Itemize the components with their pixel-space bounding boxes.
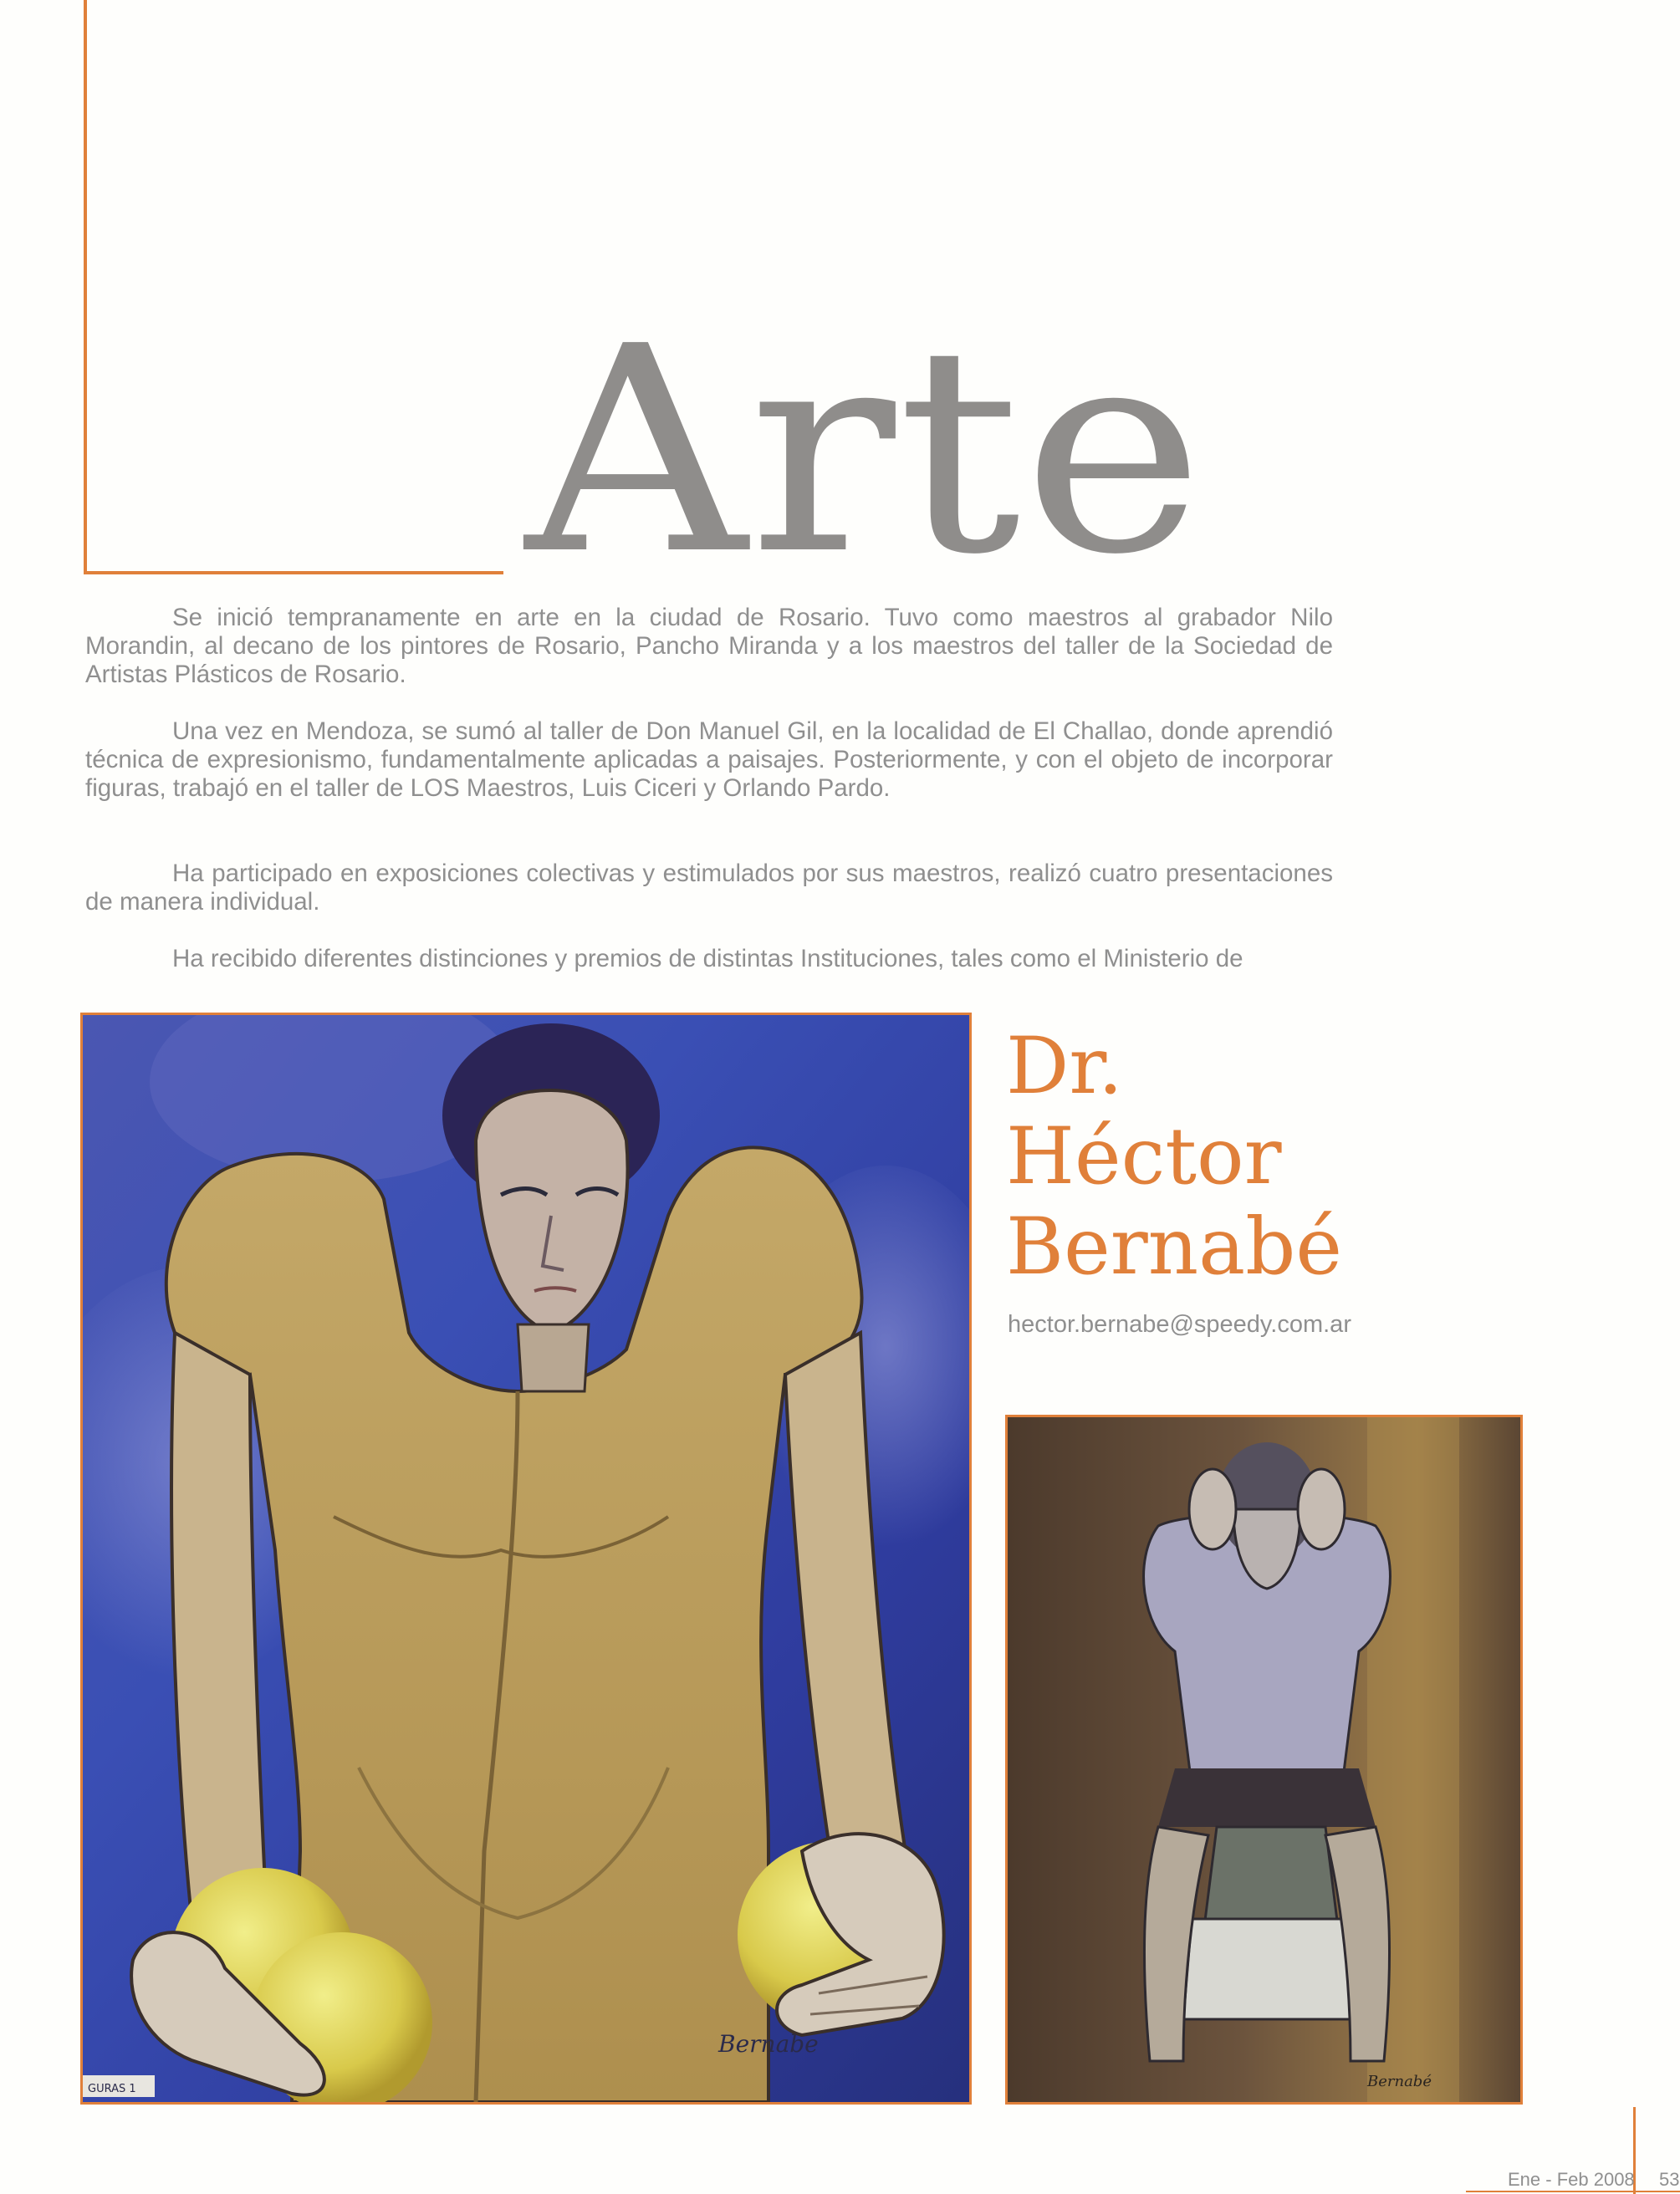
footer-issue-date: Ene - Feb 2008	[1508, 2169, 1635, 2190]
painting-label-left: GURAS 1	[88, 2083, 136, 2095]
footer-horizontal-rule	[1466, 2191, 1680, 2192]
author-last-name: Bernabé	[1006, 1202, 1343, 1293]
painting-figure-with-fruit	[80, 1013, 972, 2105]
paragraph-4: Ha recibido diferentes distinciones y premios de distintas Instituciones, tales como el Ministerio de	[172, 945, 1243, 972]
author-title: Dr.	[1006, 1021, 1123, 1112]
author-first-name: Héctor	[1006, 1111, 1282, 1202]
painting-signature-right: Bernabé	[1367, 2073, 1432, 2090]
horizontal-rule-title	[84, 571, 503, 574]
vertical-rule-top-left	[84, 0, 87, 574]
painting-seated-figure-image	[1008, 1417, 1520, 2102]
paragraph-2: Una vez en Mendoza, se sumó al taller de Don Manuel Gil, en la localidad de El Challao, donde aprendió técnica de expresionismo, fundamentalmente aplicadas a paisajes. Posteriormente, y con el objeto de incorporar figuras, trabajó en el taller de LOS Maestros, Luis Ciceri y Orlando Pardo.	[85, 717, 1333, 802]
author-name	[1006, 1022, 1342, 1293]
paragraph-3: Ha participado en exposiciones colectivas y estimulados por sus maestros, realizó cuatro presentaciones de manera individual.	[85, 860, 1333, 916]
footer-page-number: 53	[1659, 2169, 1680, 2190]
author-email: hector.bernabe@speedy.com.ar	[1008, 1311, 1351, 1338]
painting-signature-left: Bernabe	[718, 2030, 819, 2058]
section-title: Arte	[525, 286, 1207, 617]
article-body	[85, 604, 1333, 973]
paragraph-1: Se inició tempranamente en arte en la ciudad de Rosario. Tuvo como maestros al grabador Nilo Morandin, al decano de los pintores de Rosario, Pancho Miranda y a los maestros del taller de la Sociedad de Artistas Plásticos de Rosario.	[85, 604, 1333, 688]
painting-figure-with-fruit-image	[83, 1015, 969, 2102]
painting-seated-figure	[1005, 1415, 1523, 2105]
